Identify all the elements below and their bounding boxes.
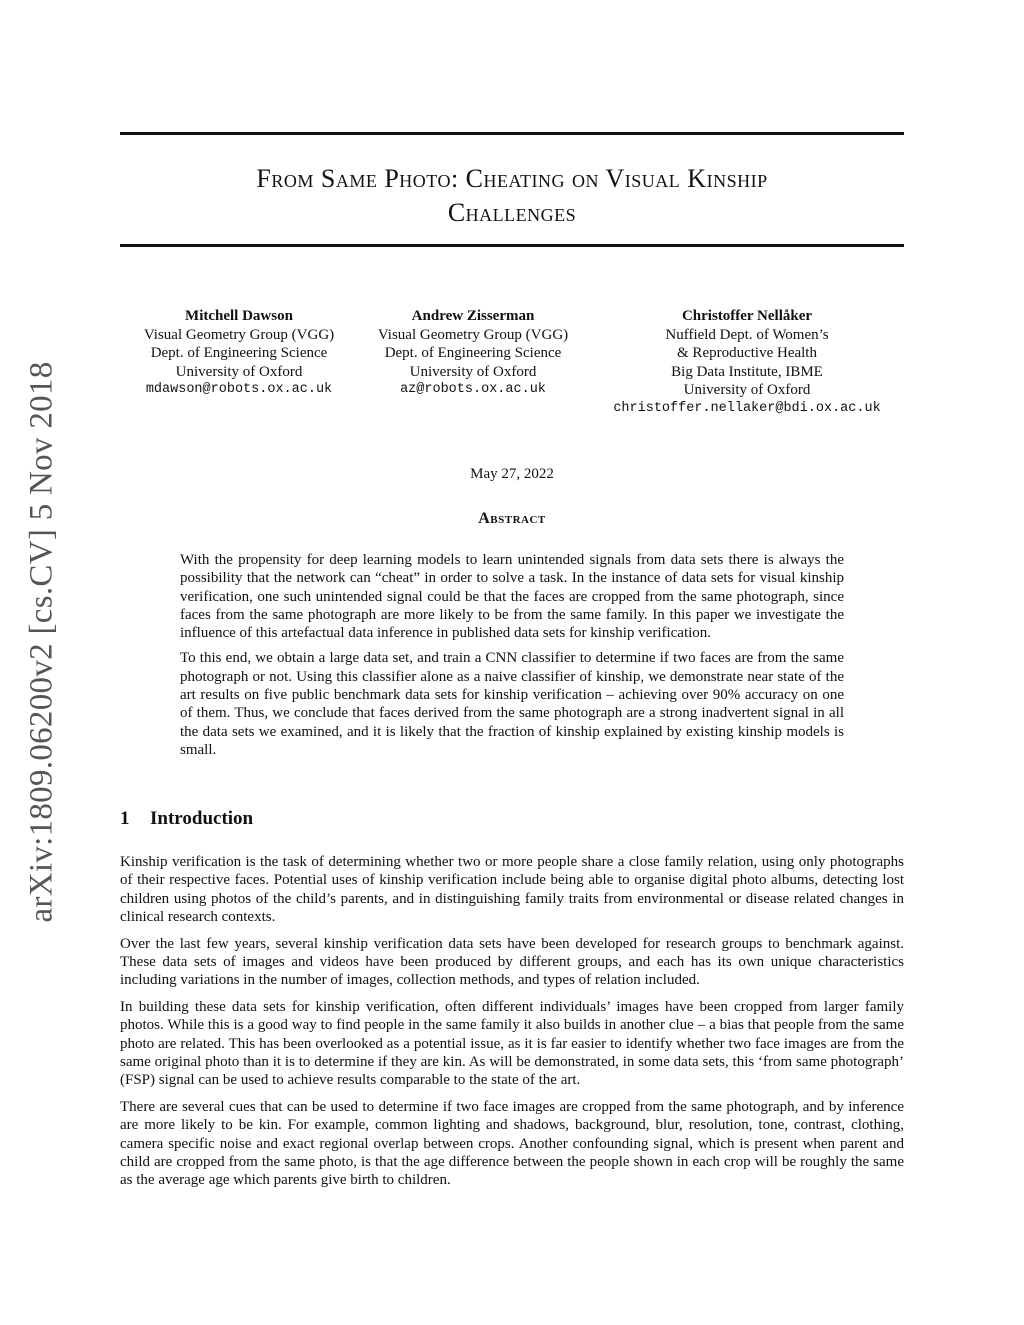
title-top-rule (120, 132, 904, 135)
introduction-body (120, 853, 904, 1198)
body-paragraph: Over the last few years, several kinship verification data sets have been developed for research groups to benchmark against. These data sets of images and videos have been produced by different groups, and each has its own unique characteristics including variations in the number of images, collection methods, and types of relation included. (120, 935, 904, 989)
author-email: mdawson@robots.ox.ac.uk (145, 382, 333, 397)
author-name: Christoffer Nellåker (681, 308, 813, 324)
author-name: Mitchell Dawson (185, 308, 293, 324)
body-paragraph: Kinship verification is the task of determining whether two or more people share a close family relation, using only photographs of their respective faces. Potential uses of kinship verification include being able to organise digital photo albums, detecting lost children using photos of the child’s parents, and in distinguishing family traits from environmental or disease related changes in clinical research contexts. (120, 854, 904, 925)
title-bottom-rule (120, 244, 904, 247)
author-block (120, 307, 358, 400)
paper-title-line-1: From Same Photo: Cheating on Visual Kinship (256, 164, 768, 193)
body-paragraph: There are several cues that can be used to determine if two face images are cropped from the same photograph, and by inference are more likely to be kin. For example, common lighting and shadows, background, blur, resolution, tone, contrast, clothing, camera specific noise and exact regional overlap between crops. Another confounding signal, which is present when parent and child are cropped from the same photo, is that the age difference between the people shown in each crop will be roughly the same as the average age which parents give birth to children. (120, 1099, 904, 1189)
paper-title (120, 162, 904, 230)
arxiv-side-stamp: arXiv:1809.06200v2 [cs.CV] 5 Nov 2018 (23, 361, 60, 923)
author-name: Andrew Zisserman (411, 308, 535, 324)
author-affiliation-line: University of Oxford (409, 363, 537, 380)
abstract-body (180, 551, 844, 766)
author-email: christoffer.nellaker@bdi.ox.ac.uk (613, 400, 881, 416)
author-affiliation-line: Dept. of Engineering Science (150, 345, 328, 361)
author-affiliation-line: Dept. of Engineering Science (384, 345, 562, 361)
section-heading (120, 808, 253, 830)
section-title: Introduction (150, 808, 254, 829)
body-paragraph: In building these data sets for kinship verification, often different individuals’ images have been cropped from larger family photos. While this is a good way to find people in the same family it also builds in another clue – a bias that people from the same photo are related. This has been overlooked as a potential issue, as it is far easier to identify whether two face images are from the same original photo than it is to determine if they are kin. As will be demonstrated, in some data sets, this ‘from same photograph’ (FSP) signal can be used to achieve results comparable to the state of the art. (120, 999, 904, 1089)
author-affiliation-line: University of Oxford (175, 363, 303, 380)
paper-title-line-2: Challenges (447, 198, 577, 227)
author-email: az@robots.ox.ac.uk (400, 382, 546, 397)
paper-date: May 27, 2022 (470, 466, 554, 482)
author-affiliation-line: Visual Geometry Group (VGG) (377, 326, 569, 343)
author-affiliation-line: Visual Geometry Group (VGG) (143, 326, 335, 343)
abstract-paragraph: With the propensity for deep learning models to learn unintended signals from data sets there is always the possibility that the network can “cheat” in order to solve a task. In the instance of data sets for visual kinship verification, one such unintended signal could be that the faces are cropped from the same photograph, since faces from the same photograph are more likely to be from the same family. In this paper we investigate the influence of this artefactual data inference in published data sets for kinship verification. (180, 552, 844, 642)
section-number: 1 (120, 808, 130, 829)
abstract-paragraph: To this end, we obtain a large data set, and train a CNN classifier to determine if two faces are from the same photograph or not. Using this classifier alone as a naive classifier of kinship, we demonstrate near state of the art results on five public benchmark data sets for kinship verification – achieving over 90% accuracy on one of them. Thus, we conclude that faces derived from the same photograph are a strong inadvertent signal in all the data sets we examined, and it is likely that the fraction of kinship explained by existing kinship models is small. (180, 650, 844, 758)
author-block (355, 307, 591, 400)
abstract-heading: Abstract (478, 510, 546, 527)
author-affiliation-line: Big Data Institute, IBME (671, 363, 823, 380)
author-affiliation-line: University of Oxford (683, 382, 811, 398)
author-affiliation-line: Nuffield Dept. of Women’s (665, 326, 829, 343)
author-block (592, 307, 902, 418)
author-affiliation-line: & Reproductive Health (677, 345, 817, 361)
